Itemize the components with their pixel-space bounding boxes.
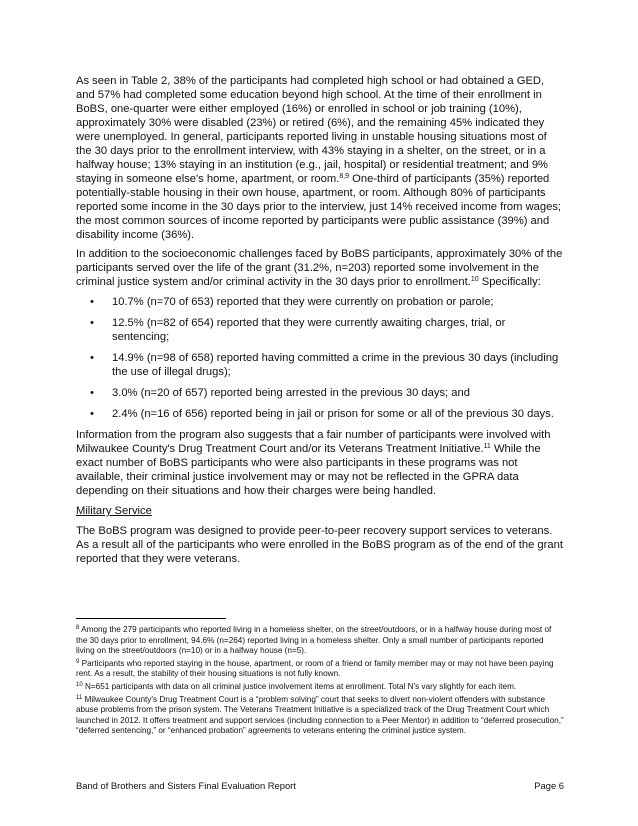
paragraph-drug-court: Information from the program also suggests that a fair number of participants were involved with Milwaukee County's Drug Treatment Court and/or its Veterans Treatment Initiative.$^{11}$ While the exact number of BoBS participants who were also participants in these programs was not available, their criminal justice involvement may or may not be reflected in the GPRA data depending on their situations and how their charges were being handled. [76,429,551,497]
footnote-ref-10[interactable]: 10 [470,276,479,283]
bullet-icon: • [90,352,94,364]
bullet-icon: • [90,387,94,399]
paragraph-military-service: The BoBS program was designed to provide peer-to-peer recovery support services to veterans. As a result all of the participants who were enrolled in the BoBS program as of the end of the grant reported that they were veterans. [76,525,563,565]
footnote-divider [76,618,226,619]
page-footer [76,780,564,792]
footnote-11: $^{11}$ Milwaukee County's Drug Treatment Court is a “problem solving” court that seeks to divert non-violent offenders with substance abuse problems from the prison system. The Veterans Treatment Initiative is a specialized track of the Drug Treatment Court which launched in 2012. It offers treatment and support services (including connection to a Peer Mentor) in addition to “deferred prosecution,” “deferred sentencing,” or “enhanced probation” agreements to veterans entering the criminal justice system. [76,694,564,736]
bullet-icon: • [90,296,94,308]
list-item: • 2.4% (n=16 of 656) reported being in jail or prison for some or all of the previous 30 days. [90,408,554,420]
footer-report-title: Band of Brothers and Sisters Final Evaluation Report [76,780,296,791]
footnote-10: $^{10}$ N=651 participants with data on all criminal justice involvement items at enrollment. Total N's vary slightly for each item. [76,681,517,691]
body-text [76,74,564,572]
paragraph-criminal-justice: In addition to the socioeconomic challenges faced by BoBS participants, approximately 30% of the participants served over the life of the grant (31.2%, n=203) reported some involvement in the criminal justice system and/or criminal activity in the 30 days prior to enrollment.$^{10}$ Specifically: [76,248,563,288]
footnote-ref-8-9[interactable]: 8,9 [339,173,350,180]
paragraph-demographics: As seen in Table 2, 38% of the participants had completed high school or had obtained a GED, and 57% had completed some education beyond high school. At the time of their enrollment in BoBS, one-quarter were either employed (16%) or enrolled in school or job training (10%), approximately 30% were disabled (23%) or retired (6%), and the remaining 45% indicated they were unemployed. In general, participants reported living in unstable housing situations most of the 30 days prior to the enrollment interview, with 43% staying in a shelter, on the street, or in a halfway house; 13% staying in an institution (e.g., jail, hospital) or residential treatment; and 9% staying in someone else's home, apartment, or room.$^{8,9}$ One-third of participants (35%) reported potentially-stable housing in their own house, apartment, or room. Although 80% of participants reported some income in the 30 days prior to the interview, just 14% received income from wages; the most common sources of income reported by participants were public assistance (39%) and disability income (36%). [76,75,562,241]
footnote-ref-11[interactable]: 11 [483,443,491,450]
list-item: • 3.0% (n=20 of 657) reported being arrested in the previous 30 days; and [90,387,470,399]
footnote-9: $^9$ Participants who reported staying in the house, apartment, or room of a friend or family member may or may not have been paying rent. As a result, the stability of their housing situations is not fully known. [76,658,554,679]
criminal-justice-list [76,295,564,421]
list-item: • 10.7% (n=70 of 653) reported that they were currently on probation or parole; [90,296,494,308]
bullet-icon: • [90,317,94,329]
footnotes [76,618,564,739]
list-item: • 12.5% (n=82 of 654) reported that they were currently awaiting charges, trial, or sentencing; [90,317,506,343]
list-item: • 14.9% (n=98 of 658) reported having committed a crime in the previous 30 days (including the use of illegal drugs); [90,352,559,378]
footer-page-number: Page 6 [534,780,564,791]
footnote-8: $^8$ Among the 279 participants who reported living in a homeless shelter, on the street/outdoors, or in a halfway house during most of the 30 days prior to enrollment, 94.6% (n=264) reported living in a homeless shelter. Only a small number of participants reported living on the street/outdoors (n=10) or in a halfway house (n=5). [76,625,552,656]
section-heading-military-service: Military Service [76,505,152,517]
bullet-icon: • [90,408,94,420]
